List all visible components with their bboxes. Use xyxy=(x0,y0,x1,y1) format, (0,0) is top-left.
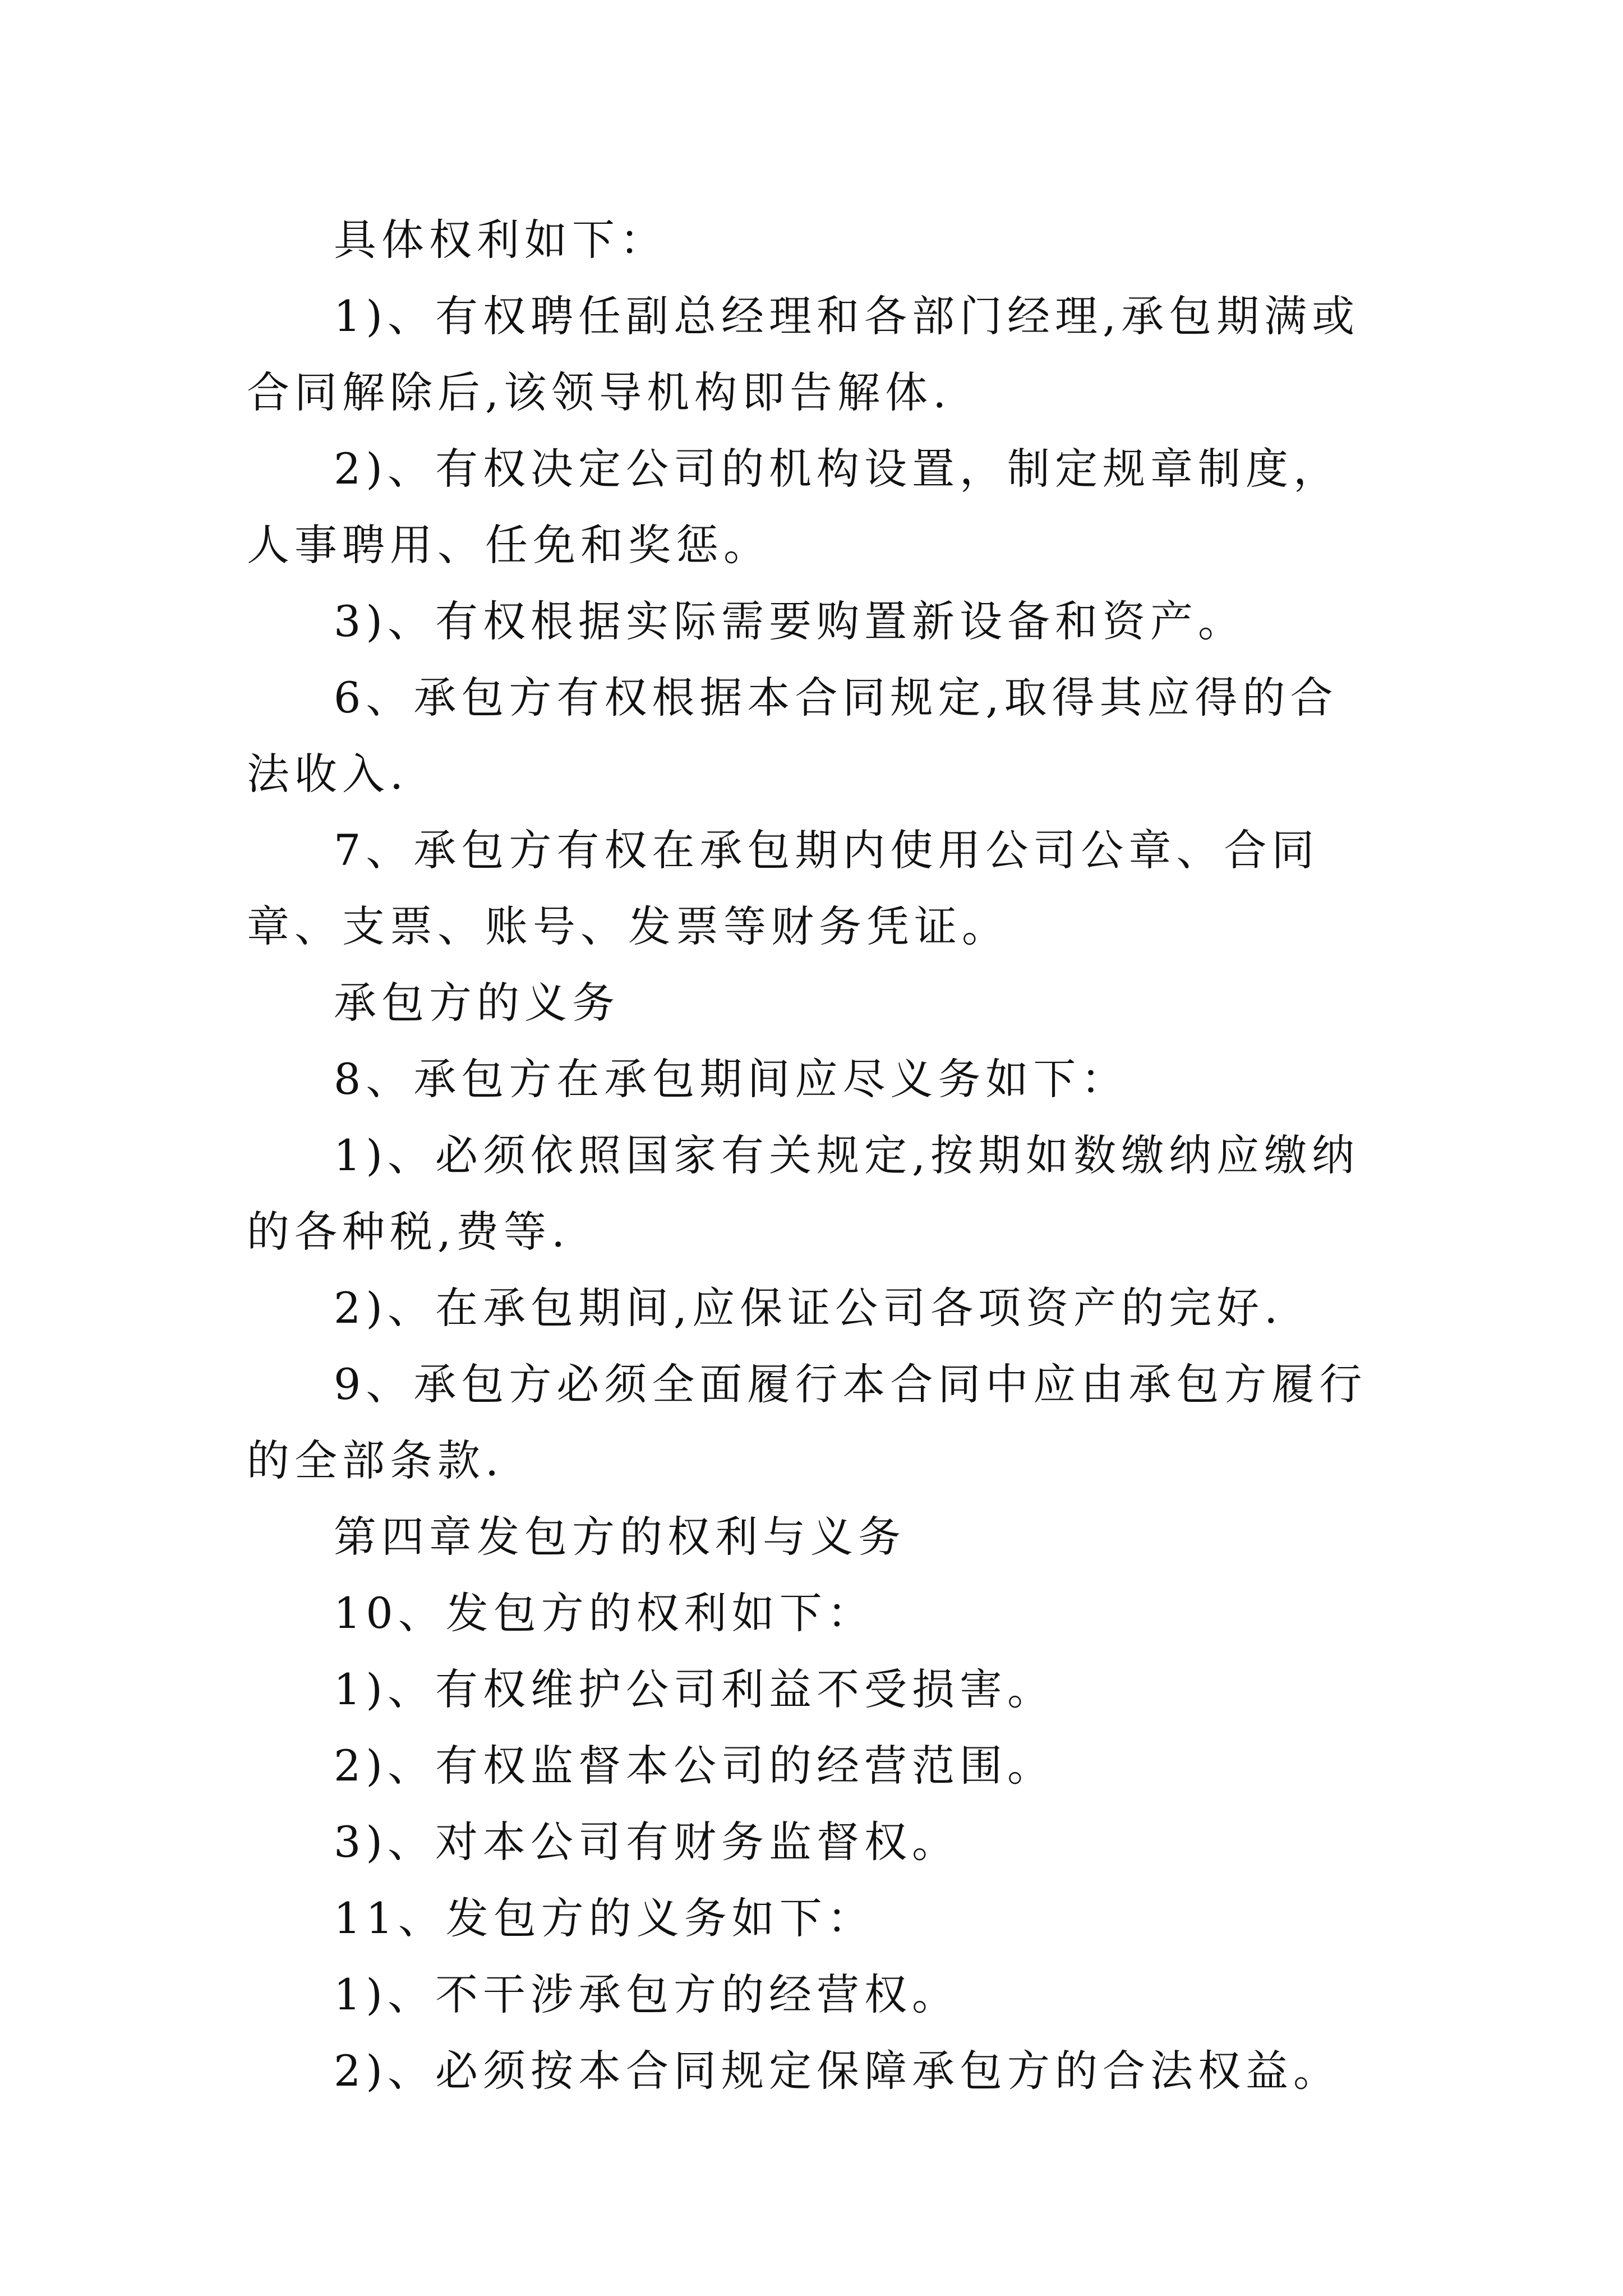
paragraph-12: 第四章发包方的权利与义务 xyxy=(334,1512,906,1562)
document-body xyxy=(247,202,1380,2109)
paragraph-5: 6、承包方有权根据本合同规定,取得其应得的合法收入. xyxy=(247,673,1338,799)
paragraph-3: 2)、有权决定公司的机构设置，制定规章制度，人事聘用、任免和奖惩。 xyxy=(247,444,1341,570)
paragraph-18: 1)、不干涉承包方的经营权。 xyxy=(334,1970,960,2019)
paragraph-10: 2)、在承包期间,应保证公司各项资产的完好. xyxy=(334,1283,1283,1333)
paragraph-1: 具体权利如下： xyxy=(334,215,667,265)
paragraph-17: 11、发包方的义务如下： xyxy=(334,1893,875,1943)
paragraph-14: 1)、有权维护公司利益不受损害。 xyxy=(334,1664,1055,1714)
paragraph-7: 承包方的义务 xyxy=(334,978,620,1028)
paragraph-4: 3)、有权根据实际需要购置新设备和资产。 xyxy=(334,596,1246,646)
paragraph-2: 1)、有权聘任副总经理和各部门经理,承包期满或合同解除后,该领导机构即告解体. xyxy=(247,291,1360,417)
paragraph-15: 2)、有权监督本公司的经营范围。 xyxy=(334,1741,1055,1791)
paragraph-13: 10、发包方的权利如下： xyxy=(334,1588,875,1638)
paragraph-16: 3)、对本公司有财务监督权。 xyxy=(334,1817,960,1867)
paragraph-9: 1)、必须依照国家有关规定,按期如数缴纳应缴纳的各种税,费等. xyxy=(247,1130,1360,1257)
paragraph-11: 9、承包方必须全面履行本合同中应由承包方履行的全部条款. xyxy=(247,1359,1367,1485)
paragraph-19: 2)、必须按本合同规定保障承包方的合法权益。 xyxy=(334,2046,1341,2096)
paragraph-8: 8、承包方在承包期间应尽义务如下： xyxy=(334,1054,1129,1104)
paragraph-6: 7、承包方有权在承包期内使用公司公章、合同章、支票、账号、发票等财务凭证。 xyxy=(247,825,1320,951)
